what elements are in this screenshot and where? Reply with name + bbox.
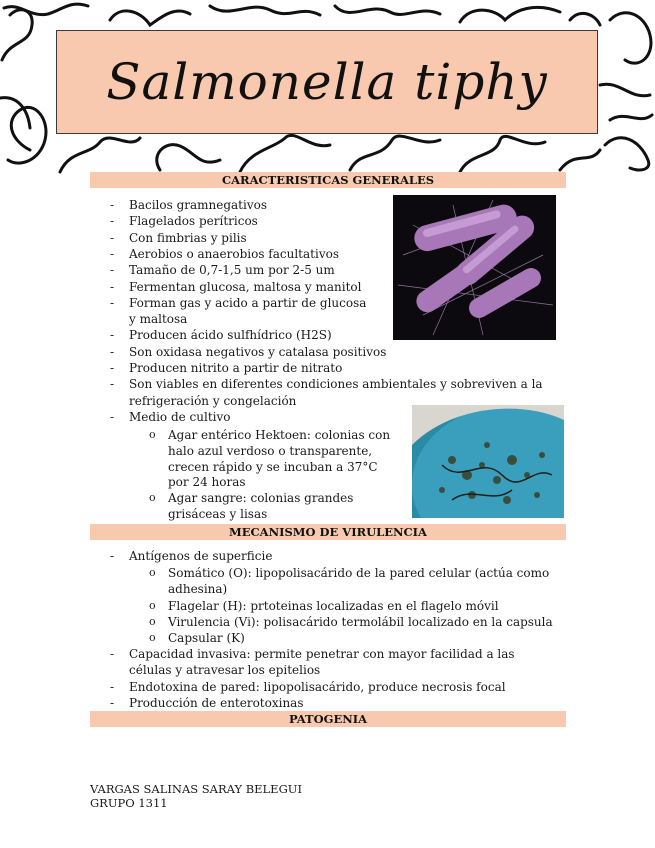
list-item: Son viables en diferentes condiciones ambientales y sobreviven a la (129, 377, 543, 392)
list-item: células y atravesar los epitelios (129, 663, 321, 678)
dash-bullet: - (110, 230, 115, 245)
dash-bullet: - (110, 377, 115, 392)
circle-bullet: o (149, 614, 156, 628)
dash-bullet: - (110, 361, 115, 375)
page-title: Salmonella tiphy (106, 53, 548, 111)
dash-bullet: - (110, 295, 115, 310)
list-item: Aerobios o anaerobios facultativos (129, 246, 339, 261)
dash-bullet: - (110, 409, 115, 424)
circle-bullet: o (149, 428, 156, 441)
bacteria-image (393, 195, 556, 340)
list-item: Capsular (K) (168, 631, 245, 646)
list-item: Fermentan glucosa, maltosa y manitol (129, 279, 362, 294)
dash-bullet: - (110, 695, 115, 710)
dash-bullet: - (110, 198, 115, 212)
list-item: halo azul verdoso o transparente, (168, 443, 373, 458)
list-item: Agar entérico Hektoen: colonias con (168, 428, 391, 442)
author-name: VARGAS SALINAS SARAY BELEGUI (90, 782, 303, 796)
list-item: por 24 horas (168, 475, 246, 490)
dash-bullet: - (110, 549, 115, 563)
section-header-virulence: MECANISMO DE VIRULENCIA (90, 524, 566, 540)
dash-bullet: - (110, 328, 115, 343)
list-item: Medio de cultivo (129, 409, 231, 424)
list-item: Virulencia (Vi): polisacárido termolábil localizado en la capsula (168, 614, 553, 629)
list-item: y maltosa (129, 312, 188, 327)
list-item: Endotoxina de pared: lipopolisacárido, produce necrosis focal (129, 679, 506, 694)
dash-bullet: - (110, 279, 115, 294)
list-item: Son oxidasa negativos y catalasa positivos (129, 344, 387, 359)
list-item: Agar sangre: colonias grandes (168, 491, 354, 506)
list-item: Somático (O): lipopolisacárido de la pared celular (actúa como (168, 566, 550, 580)
list-item: Flagelar (H): prtoteinas localizadas en el flagelo móvil (168, 598, 499, 613)
group-label: GRUPO 1311 (90, 796, 168, 810)
circle-bullet: o (149, 598, 156, 612)
list-item: Producen ácido sulfhídrico (H2S) (129, 328, 332, 343)
list-item: adhesina) (168, 582, 228, 597)
culture-plate-image (412, 405, 564, 518)
list-item: Producción de enterotoxinas (129, 695, 304, 710)
list-item: crecen rápido y se incuban a 37°C (168, 459, 378, 474)
dash-bullet: - (110, 647, 115, 661)
dash-bullet: - (110, 679, 115, 694)
section-header-pathogeny: PATOGENIA (90, 711, 566, 727)
list-item: refrigeración y congelación (129, 393, 297, 408)
list-item: Flagelados perítricos (129, 214, 258, 229)
list-item: Forman gas y acido a partir de glucosa (129, 295, 367, 310)
list-item: Antígenos de superficie (129, 549, 273, 563)
list-item: Bacilos gramnegativos (129, 198, 268, 212)
title-banner (56, 30, 598, 134)
list-item: Capacidad invasiva: permite penetrar con mayor facilidad a las (129, 647, 515, 661)
circle-bullet: o (149, 631, 156, 645)
list-item: Con fimbrias y pilis (129, 230, 247, 245)
circle-bullet: o (149, 566, 156, 579)
dash-bullet: - (110, 344, 115, 359)
list-item: Producen nitrito a partir de nitrato (129, 361, 343, 375)
list-item: Tamaño de 0,7-1,5 um por 2-5 um (129, 263, 335, 278)
dash-bullet: - (110, 263, 115, 278)
section-header-general: CARACTERISTICAS GENERALES (90, 172, 566, 188)
dash-bullet: - (110, 246, 115, 261)
dash-bullet: - (110, 214, 115, 229)
circle-bullet: o (149, 491, 156, 505)
list-item: grisáceas y lisas (168, 507, 268, 521)
